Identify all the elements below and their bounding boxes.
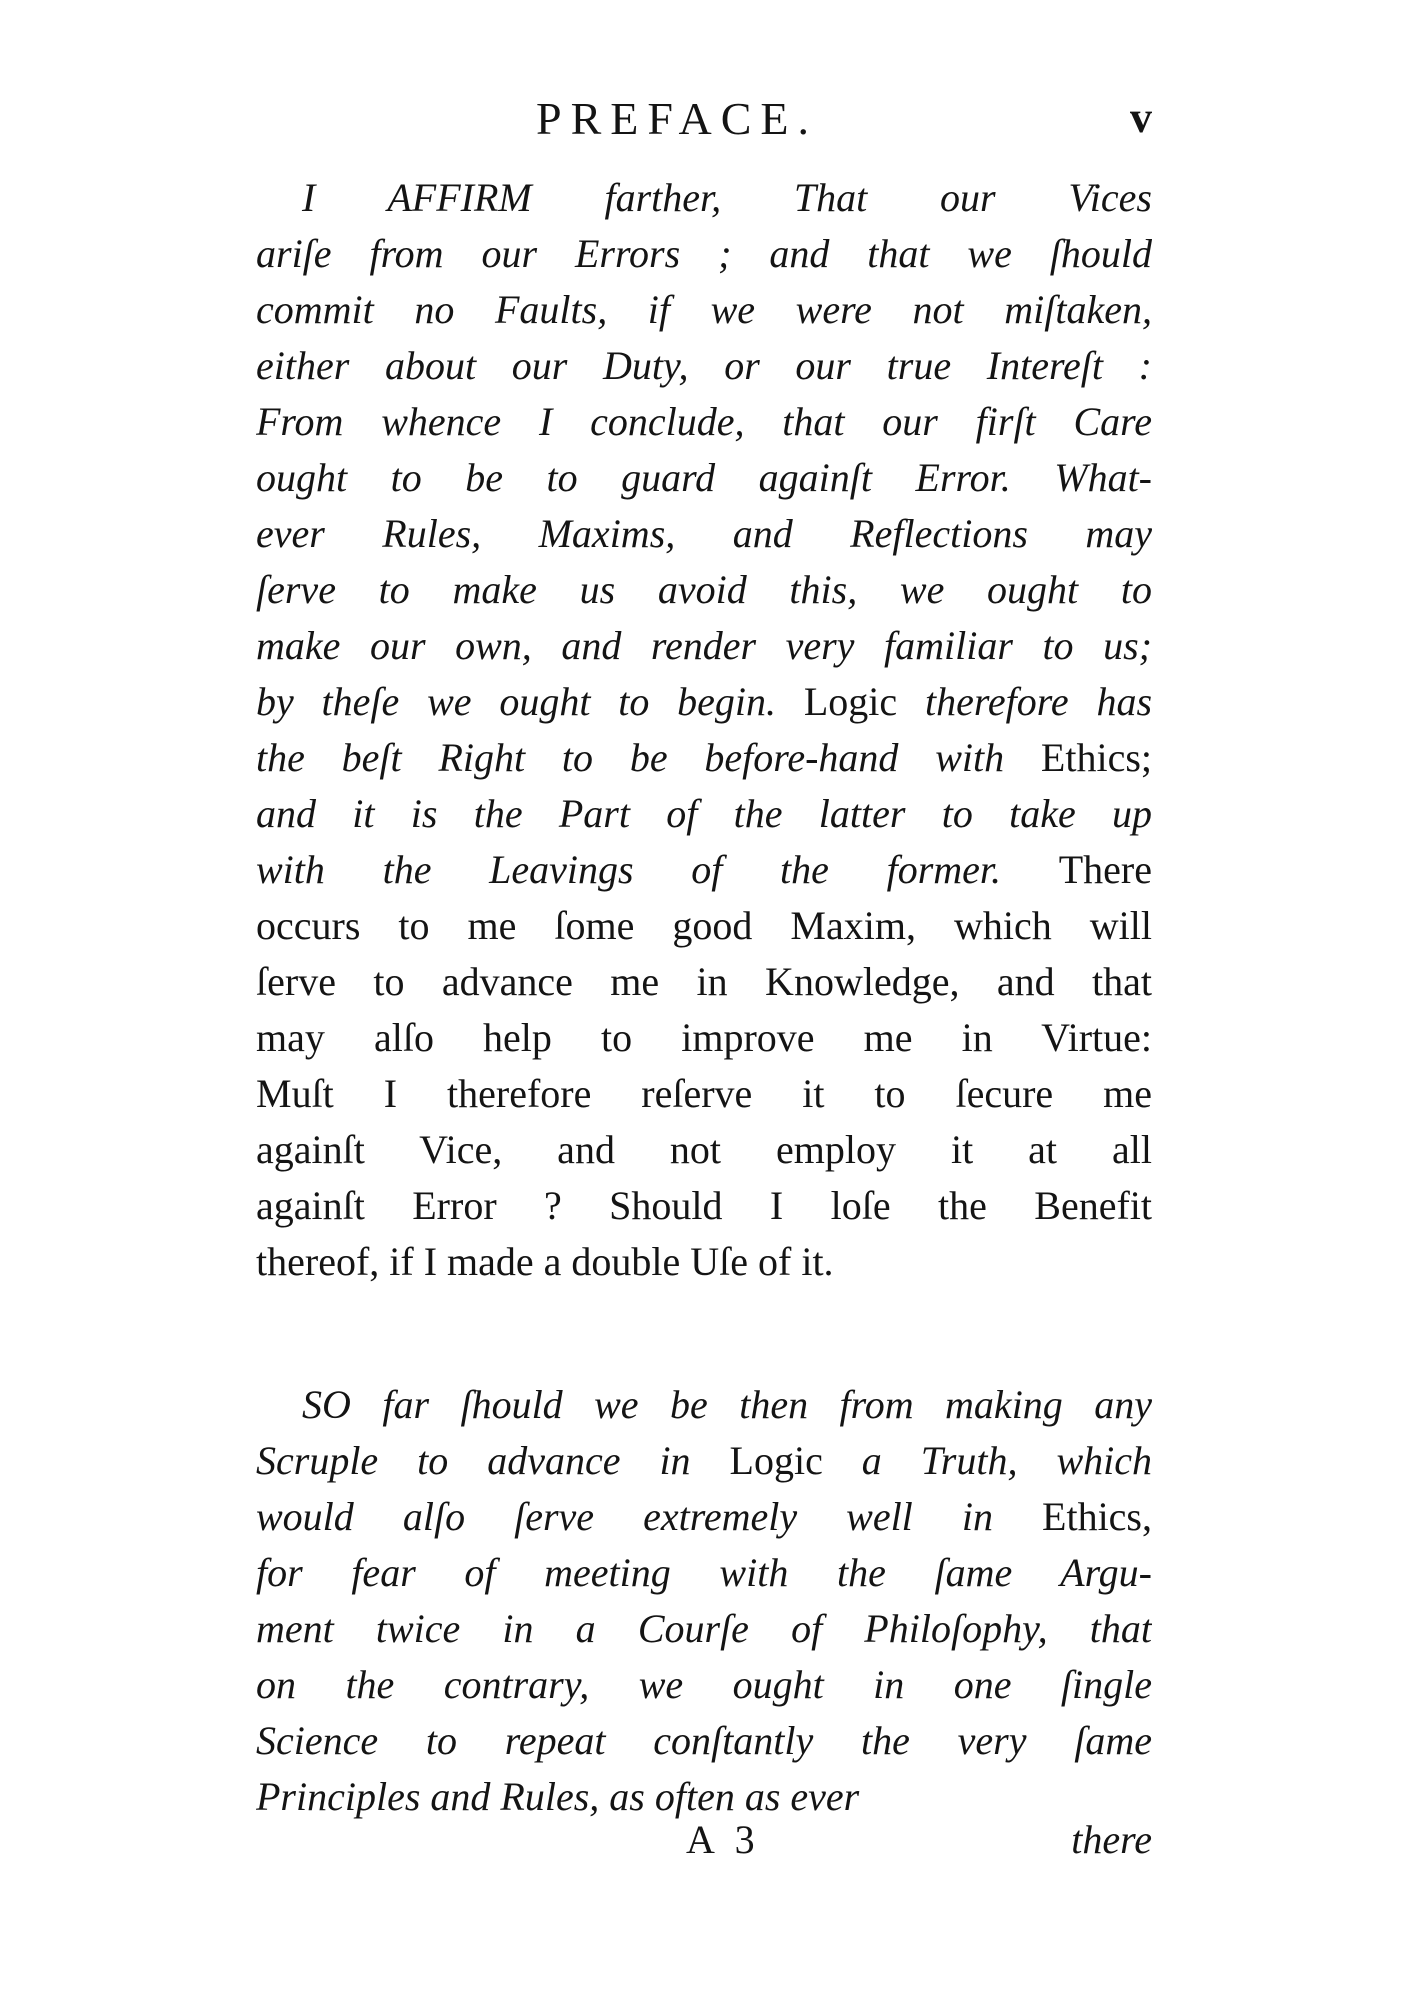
text-line [256,730,1152,786]
text-line [256,170,1152,226]
text-line [256,842,1152,898]
italic-text: ought to be to guard againſt Error. What- [256,455,1152,500]
italic-text: Principles and Rules, as often as ever [256,1774,860,1819]
roman-text: Ethics; [1040,735,1152,780]
text-line [256,338,1152,394]
text-line [256,954,1152,1010]
text-line [256,1178,1152,1234]
text-line [256,562,1152,618]
italic-text: Scruple to advance in [256,1438,730,1483]
paragraph-1 [256,170,1152,1290]
italic-text: commit no Faults, if we were not miſtaken, [256,287,1152,332]
header-title: PREFACE. [536,93,819,144]
roman-text: thereof, if I made a double Uſe of it. [256,1239,834,1284]
text-line [256,898,1152,954]
paragraph-2 [256,1377,1152,1825]
text-line [256,674,1152,730]
text-line [256,786,1152,842]
italic-text: ever Rules, Maxims, and Reflections may [256,511,1152,556]
catchword: there [1071,1817,1152,1862]
italic-text: and it is the Part of the latter to take up [256,791,1152,836]
roman-text: Logic [803,679,898,724]
italic-text: ariſe from our Errors ; and that we ſhould [256,231,1152,276]
text-line [256,1489,1152,1545]
italic-text: ment twice in a Courſe of Philoſophy, that [256,1606,1152,1651]
italic-text: a Truth, which [822,1438,1152,1483]
text-line [256,226,1152,282]
text-line [256,1010,1152,1066]
roman-text: ſerve to advance me in Knowledge, and that [256,959,1152,1004]
roman-text: may alſo help to improve me in Virtue: [256,1015,1152,1060]
italic-text: Science to repeat conſtantly the very ſame [256,1718,1152,1763]
italic-text: with the Leavings of the former. [256,847,1059,892]
roman-text: occurs to me ſome good Maxim, which will [256,903,1152,948]
text-line [256,1377,1152,1433]
italic-text: ſerve to make us avoid this, we ought to [256,567,1152,612]
text-line [256,1433,1152,1489]
page-number: v [1130,93,1152,142]
italic-text: by theſe we ought to begin. [256,679,804,724]
text-line [256,1601,1152,1657]
text-line [256,1657,1152,1713]
italic-text: the beſt Right to be before-hand with [256,735,1041,780]
text-line [256,1234,1152,1290]
signature-mark: A 3 [686,1817,761,1862]
text-line [256,1545,1152,1601]
text-line [256,506,1152,562]
roman-text: Muſt I therefore reſerve it to ſecure me [256,1071,1152,1116]
text-line [256,450,1152,506]
italic-text: From whence I conclude, that our firſt Care [256,399,1152,444]
italic-text: on the contrary, we ought in one ſingle [256,1662,1152,1707]
text-line [256,1122,1152,1178]
italic-text: therefore has [897,679,1152,724]
roman-text: Ethics, [1042,1494,1152,1539]
roman-text: againſt Vice, and not employ it at all [256,1127,1152,1172]
text-line [256,1713,1152,1769]
italic-text: SO far ſhould we be then from making any [302,1382,1152,1427]
roman-text: Logic [729,1438,823,1483]
italic-text: would alſo ſerve extremely well in [256,1494,1043,1539]
text-line [256,1066,1152,1122]
roman-text: There [1058,847,1152,892]
italic-text: make our own, and render very familiar to us; [256,623,1152,668]
italic-text: either about our Duty, or our true Intereſt : [256,343,1152,388]
text-line [256,618,1152,674]
roman-text: againſt Error ? Should I loſe the Benefit [256,1183,1152,1228]
text-line [256,282,1152,338]
italic-text: I AFFIRM farther, That our Vices [302,175,1152,220]
running-header [256,92,1152,154]
italic-text: for fear of meeting with the ſame Argu- [256,1550,1152,1595]
page-footer [256,1816,1152,1876]
text-line [256,394,1152,450]
